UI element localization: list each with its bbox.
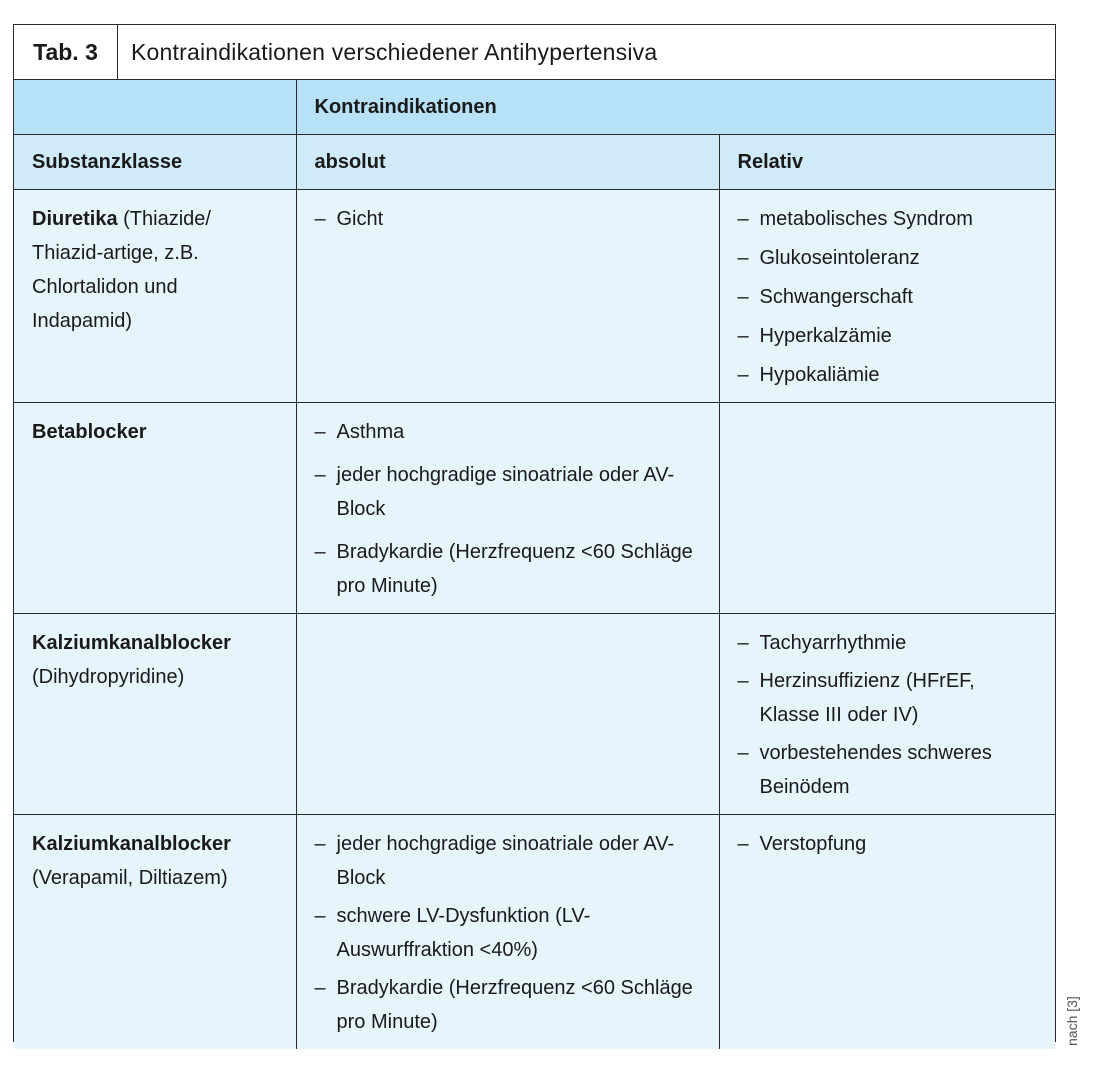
list-item: – Hypokaliämie [738,358,1038,392]
list-item: – Hyperkalzämie [738,319,1038,353]
substance-detail: (Thiazide/ Thiazid-artige, z.B. Chlortalidon und Indapamid) [32,208,211,332]
list-item: – Verstopfung [738,827,1038,861]
list-item: – Herzinsuffizienz (HFrEF, Klasse III oder IV) [738,664,1038,732]
list-item: – Bradykardie (Herzfrequenz <60 Schläge pro Minute) [315,535,701,603]
relative-cell [719,614,1055,815]
table-row [14,815,1055,1050]
substance-detail: (Verapamil, Diltiazem) [32,867,228,889]
substance-name: Diuretika [32,208,118,230]
header-empty-cell [14,80,296,135]
substance-name: Kalziumkanalblocker [32,632,231,654]
header-group-label: Kontraindikationen [314,95,497,118]
substance-name: Kalziumkanalblocker [32,833,231,855]
table-title-row [14,25,1055,80]
absolute-cell [296,190,719,403]
list-item: – schwere LV-Dysfunktion (LV-Auswurffraktion <40%) [315,899,701,967]
substance-cell [14,614,296,815]
list-item: – metabolisches Syndrom [738,202,1038,236]
table-row [14,614,1055,815]
table-frame [13,24,1056,1042]
table-row [14,190,1055,403]
list-item: – vorbestehendes schweres Beinödem [738,736,1038,804]
list-item: – jeder hochgradige sinoatriale oder AV-Block [315,458,701,526]
list-item: – jeder hochgradige sinoatriale oder AV-Block [315,827,701,895]
list-item: – Gicht [315,202,701,236]
header-relative: Relativ [719,135,1055,190]
list-item: – Bradykardie (Herzfrequenz <60 Schläge pro Minute) [315,971,701,1039]
relative-cell [719,190,1055,403]
substance-name: Betablocker [32,421,147,443]
list-item: – Asthma [315,415,701,449]
list-item: – Tachyarrhythmie [738,626,1038,660]
relative-cell [719,403,1055,614]
header-absolute: absolut [296,135,719,190]
substance-cell [14,190,296,403]
absolute-cell [296,403,719,614]
header-group-cell [296,80,1055,135]
table-title: Kontraindikationen verschiedener Antihypertensiva [131,38,658,65]
absolute-cell [296,815,719,1050]
list-item: – Schwangerschaft [738,280,1038,314]
source-note: nach [3] [1064,996,1080,1046]
table-row [14,403,1055,614]
substance-detail: (Dihydropyridine) [32,666,185,688]
substance-cell [14,815,296,1050]
table-number: Tab. 3 [14,25,118,79]
list-item: – Glukoseintoleranz [738,241,1038,275]
relative-cell [719,815,1055,1050]
header-columns-row [14,135,1055,190]
header-group-row [14,80,1055,135]
contraindications-table [14,80,1055,1049]
absolute-cell [296,614,719,815]
substance-cell [14,403,296,614]
header-substance: Substanzklasse [14,135,296,190]
